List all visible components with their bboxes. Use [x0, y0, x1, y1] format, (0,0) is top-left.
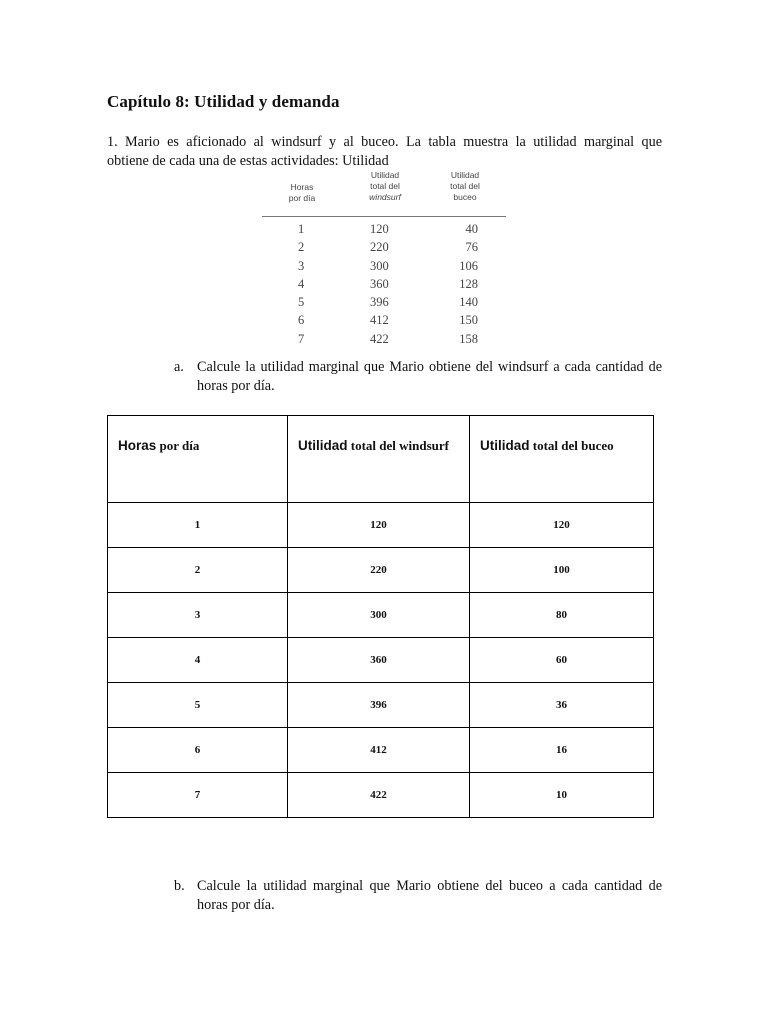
problem-line-2: obtiene de cada una de estas actividades: Utilidad	[107, 153, 389, 169]
source-header-buceo: Utilidad total del buceo	[450, 170, 480, 202]
problem-line-1: 1. Mario es aficionado al windsurf y al buceo. La tabla muestra la utilidad marginal que	[107, 134, 662, 150]
header-hours: Horas por día	[108, 416, 288, 503]
source-row: 4 360 128	[298, 276, 478, 291]
problem-statement	[107, 133, 662, 171]
source-row: 7 422 158	[298, 331, 478, 346]
answer-table	[107, 415, 654, 818]
table-row: 7 422 10	[108, 773, 654, 818]
question-a	[174, 358, 662, 396]
table-row: 2 220 100	[108, 548, 654, 593]
table-row: 3 300 80	[108, 593, 654, 638]
source-row: 5 396 140	[298, 295, 478, 310]
source-table-image	[262, 170, 508, 346]
table-row: 1 120 120	[108, 503, 654, 548]
question-b	[174, 877, 662, 915]
header-windsurf: Utilidad total del windsurf	[288, 416, 470, 503]
source-header-hours: Horas por día	[288, 182, 316, 203]
chapter-title: Capítulo 8: Utilidad y demanda	[107, 92, 340, 111]
source-header-rule	[262, 216, 506, 217]
question-a-label: a.	[174, 359, 184, 375]
source-row: 1 120 40	[298, 222, 478, 236]
source-table-body	[262, 222, 508, 350]
question-b-text: Calcule la utilidad marginal que Mario obtiene del buceo a cada cantidad de horas por día.	[197, 878, 662, 913]
table-row: 4 360 60	[108, 638, 654, 683]
header-buceo: Utilidad total del buceo	[470, 416, 654, 503]
table-row: 6 412 16	[108, 728, 654, 773]
source-row: 2 220 76	[298, 240, 478, 255]
source-row: 6 412 150	[298, 313, 478, 328]
source-header-windsurf: Utilidad total del windsurf	[369, 170, 401, 202]
question-b-label: b.	[174, 878, 185, 894]
question-a-text: Calcule la utilidad marginal que Mario obtiene del windsurf a cada cantidad de horas por día.	[197, 359, 662, 394]
table-row: 5 396 36	[108, 683, 654, 728]
answer-table-header	[108, 416, 654, 503]
source-table-header	[262, 170, 508, 216]
source-row: 3 300 106	[298, 258, 478, 273]
